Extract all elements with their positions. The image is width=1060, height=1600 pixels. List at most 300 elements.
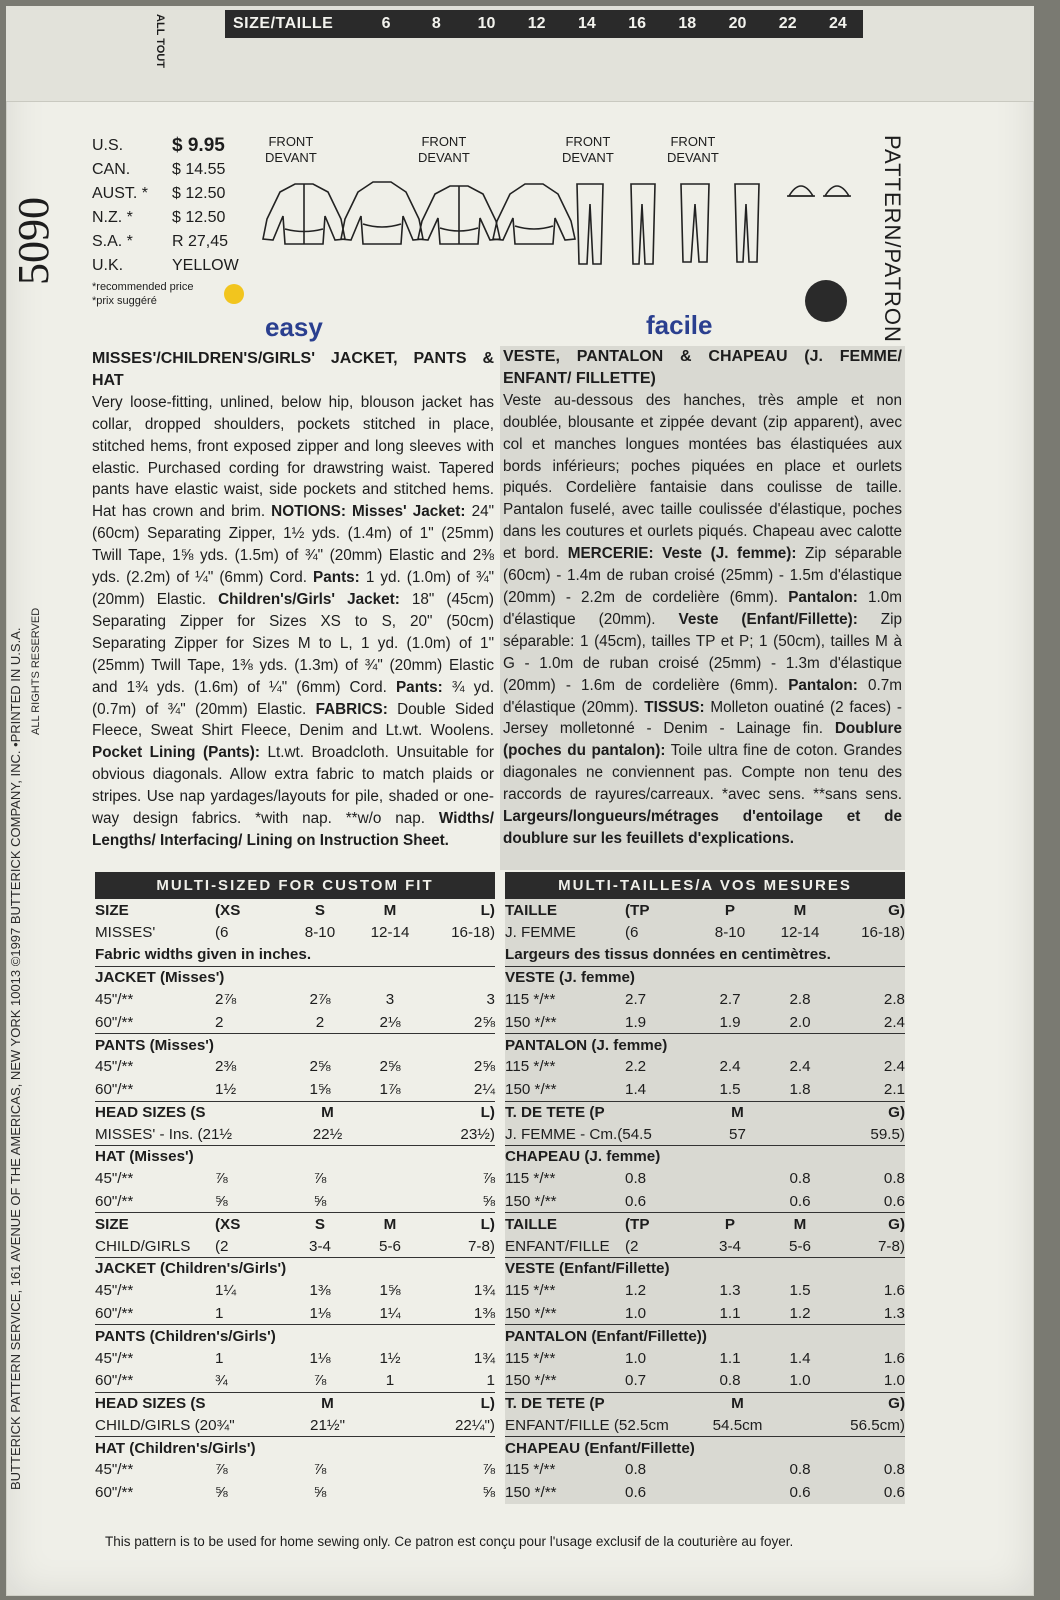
yellow-dot-icon [224,284,244,304]
table-cell: 7-8) [877,1237,905,1255]
table-cell: 45"/** [95,991,134,1009]
table-row [95,1280,495,1302]
price-country: CAN. [92,161,131,178]
table-cell: 23½) [460,1125,495,1143]
pantalon-text: 1.0m d'élastique (20mm). [503,588,903,628]
table-cell: 2.7 [719,991,741,1009]
pantalon-label: Pantalon: [788,588,858,606]
table-cell: JACKET (Children's/Girls') [95,1260,287,1278]
table-cell: J. FEMME [505,924,576,942]
table-cell: 0.6 [625,1483,647,1501]
table-row [95,1369,495,1391]
table-cell: ⅞ [215,1461,228,1479]
child-pants-notions: ¾ yd. (0.7m) of ¾" (20mm) Elastic. [92,678,495,718]
table-cell: 2 [215,1013,224,1031]
table-band: MULTI-SIZED FOR CUSTOM FIT [95,872,495,899]
table-cell: S [314,1215,326,1233]
table-cell: L) [480,1215,495,1233]
table-cell: 115 */** [505,1461,556,1479]
table-cell: G) [888,1103,905,1121]
table-cell: ⅝ [482,1192,495,1210]
table-cell: P [724,1215,736,1233]
table-cell: 57 [729,1125,746,1143]
table-row [505,1392,905,1414]
table-cell: 150 */** [505,1371,557,1389]
pants-notions: 1 yd. (1.0m) of ¾" (20mm) Elastic. [92,569,495,608]
child-pants-label: Pants: [395,678,443,696]
table-row [95,1324,495,1346]
table-cell: JACKET (Misses') [95,969,225,987]
table-cell: 22¼") [454,1416,495,1434]
table-cell: ¾ [215,1371,228,1389]
table-cell: 2⅝ [473,1058,495,1076]
size-16: 16 [628,15,646,32]
table-cell: G) [888,901,905,919]
table-cell: (6 [625,924,639,942]
table-cell: 45"/** [95,1058,134,1076]
mercerie-text: Zip séparable (60cm) - 1.4m de ruban croisé (25mm) - 1.5m d'élastique (20mm) - 2.2m de cordelière (6mm). [503,545,903,606]
table-cell: 2.4 [789,1058,811,1076]
table-cell: ENFANT/FILLE [505,1237,610,1255]
table-cell: 22½ [312,1125,343,1143]
table-row [505,1190,905,1212]
child-jacket-notions: 18" (45cm) Separating Zipper for Sizes XS to S, 20" (50cm) Separating Zipper for Sizes M to L, 1 yd. (1.0m) of 1" (25mm) Twill Tape, 1⅜ yds. (1.3m) of ¾" (20mm) Elastic and 1¾ yds. (1.6m) of ¼" (6mm) Cord. [92,590,495,696]
table-cell: ⅞ [313,1170,327,1188]
english-title: MISSES'/CHILDREN'S/GIRLS' JACKET, PANTS & HAT [92,350,494,389]
fabrics-label: FABRICS: [315,700,388,718]
table-cell: TAILLE [505,1215,558,1233]
table-cell: 2⅝ [473,1013,495,1031]
pants-sketch-icon [577,184,603,264]
table-row [505,1302,905,1324]
table-row [95,899,495,921]
table-cell: 1 [385,1371,395,1389]
table-cell: M [793,901,807,919]
pants-child-sketch-icon [681,184,709,262]
table-cell: 12-14 [780,924,820,942]
table-cell: 115 */** [505,1349,556,1367]
table-cell: 1.1 [719,1349,741,1367]
table-row [505,1347,905,1369]
table-cell: VESTE (Enfant/Fillette) [505,1260,670,1278]
table-row [95,1101,495,1123]
jacket-child-sketch-icon [418,186,500,244]
table-row [95,1190,495,1212]
table-cell: 59.5) [870,1125,905,1143]
table-cell: 1⅜ [309,1282,331,1300]
table-cell: 2 [315,1013,325,1031]
table-cell: 150 */** [505,1304,557,1322]
largeurs-label: Largeurs/longueurs/métrages d'entoilage et de doublure sur les feuillets d'explications. [503,808,902,847]
table-row [95,1347,495,1369]
price-country: U.S. [92,137,124,154]
table-cell: MISSES' - Ins. (21½ [95,1125,233,1143]
table-row [95,1436,495,1458]
table-cell: 1½ [379,1349,401,1367]
lining-label: Pocket Lining (Pants): [92,744,260,762]
table-cell: M [383,901,397,919]
table-cell: CHILD/GIRLS [95,1237,191,1255]
price-value: $ 12.50 [172,185,226,202]
recommended-note [92,280,194,308]
footer-note: This pattern is to be used for home sewing only. Ce patron est conçu pour l'usage exclusif de la couturière au foyer. [105,1534,794,1549]
table-cell: 1⅞ [379,1080,401,1098]
table-cell: 60"/** [95,1371,134,1389]
table-cell: SIZE [95,901,129,919]
easy-label: easy [265,312,323,342]
table-cell: 2.4 [883,1013,905,1031]
table-cell: 16-18) [451,924,495,942]
price-country: N.Z. * [92,209,133,226]
table-cell: ⅝ [215,1483,228,1501]
table-cell: 1.8 [789,1080,811,1098]
table-row [505,1459,905,1481]
table-cell: 0.8 [625,1461,647,1479]
table-cell: (TP [625,1215,650,1233]
table-cell: 2⅞ [309,991,331,1009]
table-cell: ENFANT/FILLE (52.5cm [505,1416,669,1434]
table-row [505,1078,905,1100]
price-list [92,134,252,278]
table-cell: 2.8 [883,991,905,1009]
table-cell: (6 [215,924,229,942]
recommended-en: *recommended price [92,281,194,293]
table-row [95,1302,495,1324]
table-cell: 2¼ [473,1080,495,1098]
table-cell: 60"/** [95,1192,134,1210]
table-cell: 0.8 [625,1170,647,1188]
table-cell: 60"/** [95,1080,134,1098]
table-cell: ⅞ [313,1371,327,1389]
table-cell: PANTALON (J. femme) [505,1036,668,1054]
misses-jacket-notions: 24" (60cm) Separating Zipper, 1½ yds. (1.4m) of 1" (25mm) Twill Tape, 1⅝ yds. (1.5m) of ¾" (20mm) Elastic and 2⅜ yds. (2.2m) of ¼" (6mm) Cord. [92,503,495,587]
table-cell: 1⅛ [309,1349,331,1367]
table-cell: 54.5cm [712,1416,763,1434]
fabrics-list: Double Sided Fleece, Sweat Shirt Fleece, Denim and Lt.wt. Woolens. [92,700,495,740]
price-value: $ 14.55 [172,161,226,178]
table-cell: 1¼ [215,1282,237,1300]
table-cell: 2⅛ [379,1013,401,1031]
table-cell: CHILD/GIRLS (20¾" [95,1416,235,1434]
table-cell: PANTALON (Enfant/Fillette)) [505,1327,707,1345]
price-value: $ 9.95 [172,135,225,156]
table-cell: ⅝ [482,1483,495,1501]
table-cell: CHAPEAU (Enfant/Fillette) [505,1439,695,1457]
table-cell: MISSES' [95,924,156,942]
table-cell: 60"/** [95,1304,134,1322]
table-cell: 5-6 [379,1237,401,1255]
price-country: U.K. [92,257,124,274]
table-cell: 45"/** [95,1170,134,1188]
table-row [505,1011,905,1033]
table-cell: L) [480,1103,495,1121]
table-cell: 2⅝ [309,1058,331,1076]
yardage-table-french [505,872,905,1504]
table-cell: 1.6 [883,1282,905,1300]
widths-label: Widths/ Lengths/ Interfacing/ Lining on Instruction Sheet. [92,810,494,849]
rights-line: ALL RIGHTS RESERVED [30,607,42,735]
table-row [95,1168,495,1190]
table-row [505,899,905,921]
table-row [505,1324,905,1346]
table-cell: 0.6 [789,1483,811,1501]
table-cell: 2.4 [719,1058,741,1076]
jacket-child-back-sketch-icon [493,184,575,244]
table-cell: ⅝ [215,1192,228,1210]
table-cell: 0.7 [625,1371,647,1389]
table-cell: 56.5cm) [850,1416,905,1434]
table-cell: ⅞ [313,1461,327,1479]
notions-label: NOTIONS: [271,503,346,521]
size-24: 24 [829,15,847,32]
view-label-jacket-child: FRONT DEVANT [418,134,470,165]
publisher-line: BUTTERICK PATTERN SERVICE, 161 AVENUE OF THE AMERICAS, NEW YORK 10013 ©1997 BUTTERICK COMPANY, INC. •PRINTED IN U.S.A. [8,627,23,1490]
all-tout-label: ALL TOUT [154,14,166,68]
table-cell: (TP [625,901,650,919]
price-country: AUST. * [92,185,149,202]
table-cell: M [383,1215,397,1233]
table-cell: 150 */** [505,1192,557,1210]
table-row [95,1056,495,1078]
table-cell: ⅝ [313,1483,327,1501]
pantalon2-label: Pantalon: [788,676,858,694]
table-row [505,1369,905,1391]
misses-jacket-label: Misses' Jacket: [352,503,466,521]
table-cell: 1.3 [719,1282,741,1300]
table-row [505,1101,905,1123]
table-cell: 1.1 [719,1304,741,1322]
table-cell: 2⅞ [215,991,237,1009]
view-label-pants-misses: FRONT DEVANT [562,134,614,165]
english-description [92,348,494,852]
table-cell: G) [888,1394,905,1412]
yardage-table-english [95,872,495,1504]
table-cell: PANTS (Children's/Girls') [95,1327,276,1345]
english-body: Very loose-fitting, unlined, below hip, blouson jacket has collar, dropped shoulders, pockets stitched in place, stitched hems, front exposed zipper and long sleeves with elastic. Purchased cording for drawstring waist. Tapered pants have elastic waist, side pockets and stitched hems. Hat has crown and brim. [92,393,494,521]
table-row [505,1168,905,1190]
table-cell: 60"/** [95,1013,134,1031]
doublure-label: Doublure (poches du pantalon): [503,720,902,760]
table-cell: M [321,1394,334,1412]
doublure-text: Toile ultra fine de coton. Grandes diagonales ne conviennent pas. Compte non tenu des raccords de rayures/carreaux. *avec sens. **sans sens. [503,742,902,804]
size-bar-label: SIZE/TAILLE [233,15,334,32]
table-cell: VESTE (J. femme) [505,969,635,987]
pantalon2-text: 0.7m d'élastique (20mm). [503,676,903,716]
table-row [505,1414,905,1436]
table-cell: 1.6 [883,1349,905,1367]
table-cell: (2 [215,1237,229,1255]
table-row [505,921,905,943]
table-cell: 1.4 [625,1080,647,1098]
table-cell: ⅝ [313,1192,327,1210]
table-row [95,1033,495,1055]
table-cell: HAT (Misses') [95,1148,194,1166]
table-cell: ⅞ [482,1461,495,1479]
table-cell: TAILLE [505,901,558,919]
table-row [95,966,495,988]
lining-text: Lt.wt. Broadcloth. Unsuitable for obvious diagonals. Allow extra fabric to match plaids or stripes. Use nap yardages/layouts for pile, shaded or one-way design fabrics. *with nap. **w/o nap. [92,744,495,828]
size-18: 18 [678,15,697,32]
table-cell: Fabric widths given in inches. [95,946,312,964]
table-cell: 5-6 [789,1237,811,1255]
table-cell: 1.5 [719,1080,741,1098]
size-10: 10 [477,15,496,32]
table-cell: 7-8) [467,1237,495,1255]
table-cell: HAT (Children's/Girls') [95,1439,256,1457]
table-row [505,1280,905,1302]
table-cell: M [321,1103,334,1121]
table-cell: (XS [215,901,241,919]
table-cell: 1.9 [625,1013,647,1031]
garment-sketches [255,134,860,274]
table-cell: CHAPEAU (J. femme) [505,1148,661,1166]
table-cell: L) [480,1394,495,1412]
jacket-sketch-icon [263,184,345,244]
black-dot-icon [805,280,847,322]
table-cell: 60"/** [95,1483,134,1501]
table-cell: HEAD SIZES (S [95,1103,206,1121]
table-row [95,1078,495,1100]
table-cell: 45"/** [95,1282,134,1300]
table-cell: 115 */** [505,1058,556,1076]
price-country: S.A. * [92,233,133,250]
table-row [505,1145,905,1167]
view-label-pants-child: FRONT DEVANT [667,134,719,165]
table-row [505,1123,905,1145]
price-value: R 27,45 [172,233,229,250]
table-cell: 16-18) [861,924,905,942]
price-value: YELLOW [172,257,239,274]
table-cell: ⅞ [215,1170,228,1188]
table-row [95,1459,495,1481]
table-cell: Largeurs des tissus données en centimètres. [505,946,831,964]
table-cell: 1.2 [625,1282,647,1300]
size-12: 12 [527,15,546,32]
table-cell: 1½ [215,1080,237,1098]
pants-label: Pants: [313,569,360,587]
table-cell: PANTS (Misses') [95,1036,214,1054]
recommended-fr: *prix suggéré [92,295,157,307]
child-jacket-label: Children's/Girls' Jacket: [218,590,400,608]
french-title: VESTE, PANTALON & CHAPEAU (J. FEMME/ ENFANT/ FILLETTE) [503,348,902,387]
table-row [505,1056,905,1078]
pants-side-sketch-icon [631,184,655,264]
table-cell: J. FEMME - Cm.(54.5 [505,1125,652,1143]
table-cell: 2.4 [883,1058,905,1076]
table-cell: 1⅛ [309,1304,331,1322]
table-row [95,1123,495,1145]
table-cell: 2.7 [625,991,647,1009]
mercerie-label: MERCERIE: Veste (J. femme): [567,545,797,563]
table-row [505,1257,905,1279]
size-6: 6 [381,15,391,32]
table-cell: 0.6 [625,1192,647,1210]
veste-enfant-text: Zip séparable: 1 (45cm), tailles TP et P; 1 (50cm), tailles M à G - 1.0m de ruban croisé (25mm) - 1.3m d'élastique (20mm) - 1.6m de cordelière (6mm). [503,610,902,694]
facile-label: facile [646,310,713,340]
table-cell: 1.0 [625,1304,647,1322]
size-22: 22 [778,15,797,32]
table-cell: 1 [486,1371,495,1389]
table-row [505,989,905,1011]
table-cell: 2⅜ [215,1058,237,1076]
french-body: Veste au-dessous des hanches, très ample et non doublée, blousante et zippée devant (zip apparent), avec col et manches longues montées bas élastiquées aux bords inférieurs; poches piquées en place et ourlets piqués. Cordelière fantaisie dans coulisse de taille. Pantalon fuselé, avec taille coulissée d'élastique, poches dans les coutures et ourlets piqués. Chapeau avec calotte et bord. [503,391,902,563]
table-cell: L) [480,901,495,919]
table-cell: 150 */** [505,1013,557,1031]
pants-child-side-sketch-icon [735,184,759,262]
table-cell: 0.8 [789,1461,811,1479]
table-row [95,989,495,1011]
table-cell: 2.1 [883,1080,905,1098]
view-label-jacket-misses: FRONT DEVANT [265,134,317,165]
table-cell: (2 [625,1237,639,1255]
table-row [95,921,495,943]
table-cell: 1.2 [789,1304,811,1322]
table-cell: 0.8 [789,1170,811,1188]
table-cell: 2.8 [789,991,811,1009]
table-cell: 3 [486,991,495,1009]
table-row [505,944,905,966]
table-cell: 0.8 [883,1170,905,1188]
table-cell: ⅞ [482,1170,495,1188]
table-cell: 0.6 [883,1483,905,1501]
table-row [95,1011,495,1033]
table-cell: 115 */** [505,1170,556,1188]
table-cell: SIZE [95,1215,129,1233]
table-cell: 1¾ [473,1349,495,1367]
table-cell: 1.0 [625,1349,647,1367]
table-cell: 1.4 [789,1349,811,1367]
table-cell: HEAD SIZES (S [95,1394,206,1412]
table-row [95,1481,495,1503]
table-cell: 2.2 [625,1058,647,1076]
table-cell: 1.0 [883,1371,905,1389]
table-cell: 12-14 [370,924,410,942]
table-cell: T. DE TETE (P [505,1394,605,1412]
table-cell: 45"/** [95,1461,134,1479]
table-cell: 2⅝ [379,1058,401,1076]
table-row [95,1235,495,1257]
table-cell: 0.6 [789,1192,811,1210]
hat-sketch-icon [787,186,851,196]
table-row [95,1392,495,1414]
table-cell: 45"/** [95,1349,134,1367]
table-row [505,966,905,988]
table-cell: M [793,1215,807,1233]
table-cell: 1.0 [789,1371,811,1389]
table-cell: S [314,901,326,919]
size-14: 14 [577,15,596,32]
table-cell: 115 */** [505,1282,556,1300]
table-cell: 2.0 [789,1013,811,1031]
table-cell: 1.5 [789,1282,811,1300]
table-cell: 1⅝ [309,1080,331,1098]
table-cell: 1¾ [473,1282,495,1300]
table-cell: (XS [215,1215,241,1233]
table-row [95,1212,495,1234]
table-cell: M [731,1103,744,1121]
table-cell: 3-4 [719,1237,741,1255]
tissus-text: Molleton ouatiné (2 faces) - Jersey molletonné - Denim - Lainage fin. [503,698,902,738]
pattern-patron-label: PATTERN/PATRON [880,135,905,343]
size-20: 20 [728,15,747,32]
table-row [505,1436,905,1458]
table-cell: 8-10 [714,924,746,942]
table-cell: 0.8 [719,1371,741,1389]
size-bar [225,10,863,38]
table-cell: P [724,901,736,919]
price-value: $ 12.50 [172,209,226,226]
size-8: 8 [431,15,441,32]
